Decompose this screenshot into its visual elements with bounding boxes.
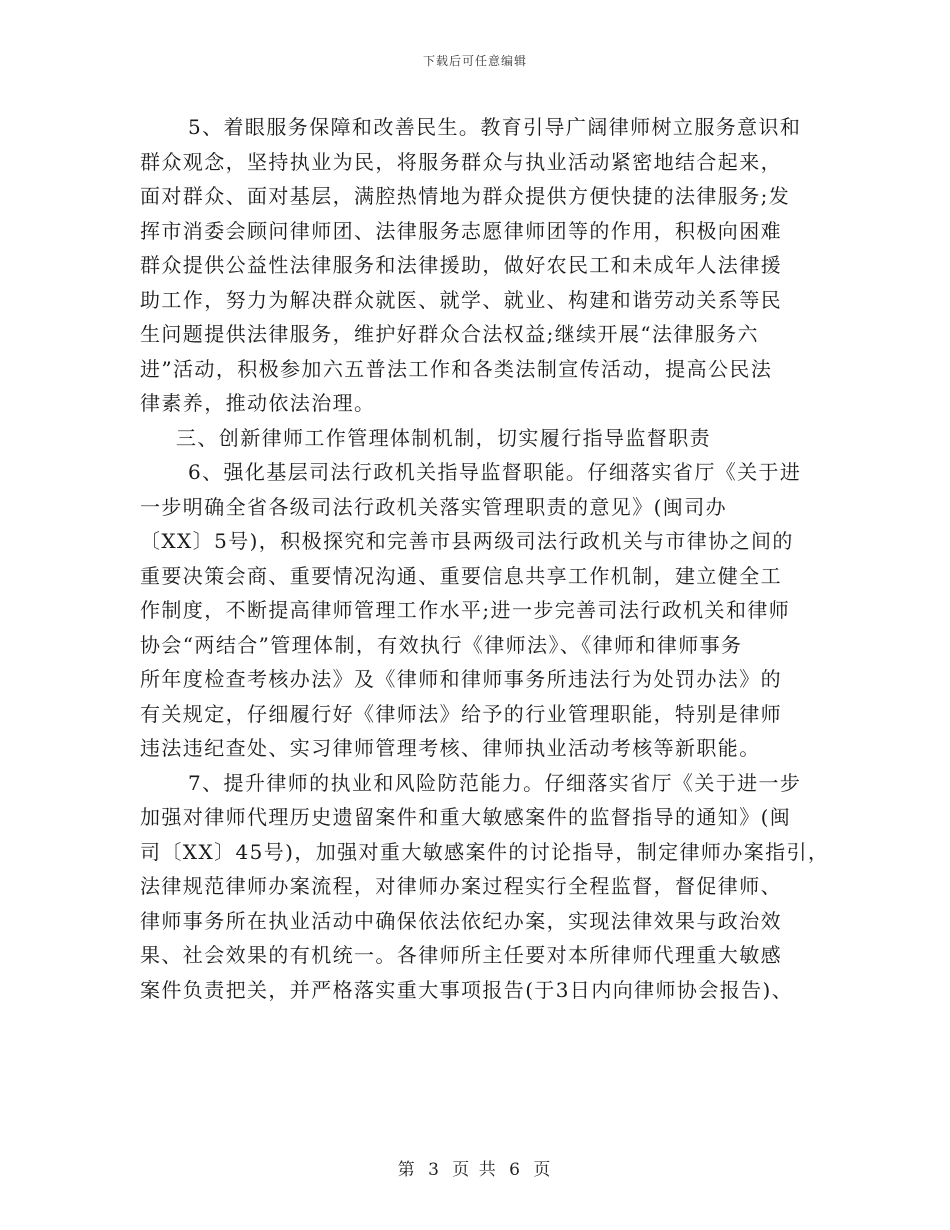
footer-suffix: 页	[533, 1160, 553, 1180]
text-line: 一步明确全省各级司法行政机关落实管理职责的意见》(闽司办	[140, 494, 728, 519]
text-line: 进”活动，积极参加六五普法工作和各类法制宣传活动，提高公民法	[140, 356, 773, 381]
paragraph-item-5	[140, 110, 830, 421]
text-line: 案件负责把关，并严格落实重大事项报告(于3日内向律师协会报告)、	[140, 977, 794, 1002]
text-line: 挥市消委会顾问律师团、法律服务志愿律师团等的作用，积极向困难	[140, 218, 782, 243]
text-line: 违法违纪查处、实习律师管理考核、律师执业活动考核等新职能。	[140, 736, 761, 760]
text-line: 助工作，努力为解决群众就医、就学、就业、构建和谐劳动关系等民	[140, 287, 782, 312]
text-line: 所年度检查考核办法》及《律师和律师事务所违法行为处罚办法》的	[140, 667, 782, 691]
footer-middle: 页 共	[452, 1160, 498, 1180]
total-page-count: 6	[509, 1160, 522, 1180]
paragraph-item-7	[140, 766, 830, 1008]
text-line: 重要决策会商、重要情况沟通、重要信息共享工作机制，建立健全工	[140, 563, 782, 588]
text-line: 群众提供公益性法律服务和法律援助，做好农民工和未成年人法律援	[140, 253, 782, 277]
current-page-number: 3	[428, 1160, 441, 1180]
text-line: 面对群众、面对基层，满腔热情地为群众提供方便快捷的法律服务;发	[140, 184, 791, 208]
text-line: 〔XX〕5号)，积极探究和完善市县两级司法行政机关与市律协之间的	[140, 529, 794, 553]
text-line: 有关规定，仔细履行好《律师法》给予的行业管理职能，特别是律师	[140, 701, 782, 726]
text-line: 果、社会效果的有机统一。各律师所主任要对本所律师代理重大敏感	[140, 943, 782, 967]
footer-prefix: 第	[397, 1160, 417, 1180]
text-line: 律师事务所在执业活动中确保依法依纪办案，实现法律效果与政治效	[140, 908, 782, 933]
text-line: 6、强化基层司法行政机关指导监督职能。仔细落实省厅《关于进	[188, 460, 802, 484]
section-title: 三、创新律师工作管理体制机制，切实履行指导监督职责	[176, 425, 711, 450]
section-heading-3	[140, 421, 830, 456]
page-header: 下载后可任意编辑	[422, 54, 527, 68]
text-line: 5、着眼服务保障和改善民生。教育引导广阔律师树立服务意识和	[188, 115, 802, 139]
text-line: 律素养，推动依法治理。	[140, 391, 376, 415]
text-line: 作制度，不断提高律师管理工作水平;进一步完善司法行政机关和律师	[140, 598, 791, 622]
text-line: 7、提升律师的执业和风险防范能力。仔细落实省厅《关于进一步	[188, 770, 802, 795]
page-footer	[0, 1155, 950, 1180]
document-body	[140, 110, 830, 1007]
text-line: 生问题提供法律服务，维护好群众合法权益;继续开展“法律服务六	[140, 322, 759, 346]
text-line: 协会“两结合”管理体制，有效执行《律师法》、《律师和律师事务	[140, 632, 743, 657]
text-line: 群众观念，坚持执业为民，将服务群众与执业活动紧密地结合起来，	[140, 149, 782, 174]
text-line: 司〔XX〕45号)，加强对重大敏感案件的讨论指导，制定律师办案指引，	[140, 839, 830, 864]
text-line: 法律规范律师办案流程，对律师办案过程实行全程监督，督促律师、	[140, 874, 782, 898]
text-line: 加强对律师代理历史遗留案件和重大敏感案件的监督指导的通知》(闽	[140, 805, 792, 829]
paragraph-item-6	[140, 455, 830, 766]
